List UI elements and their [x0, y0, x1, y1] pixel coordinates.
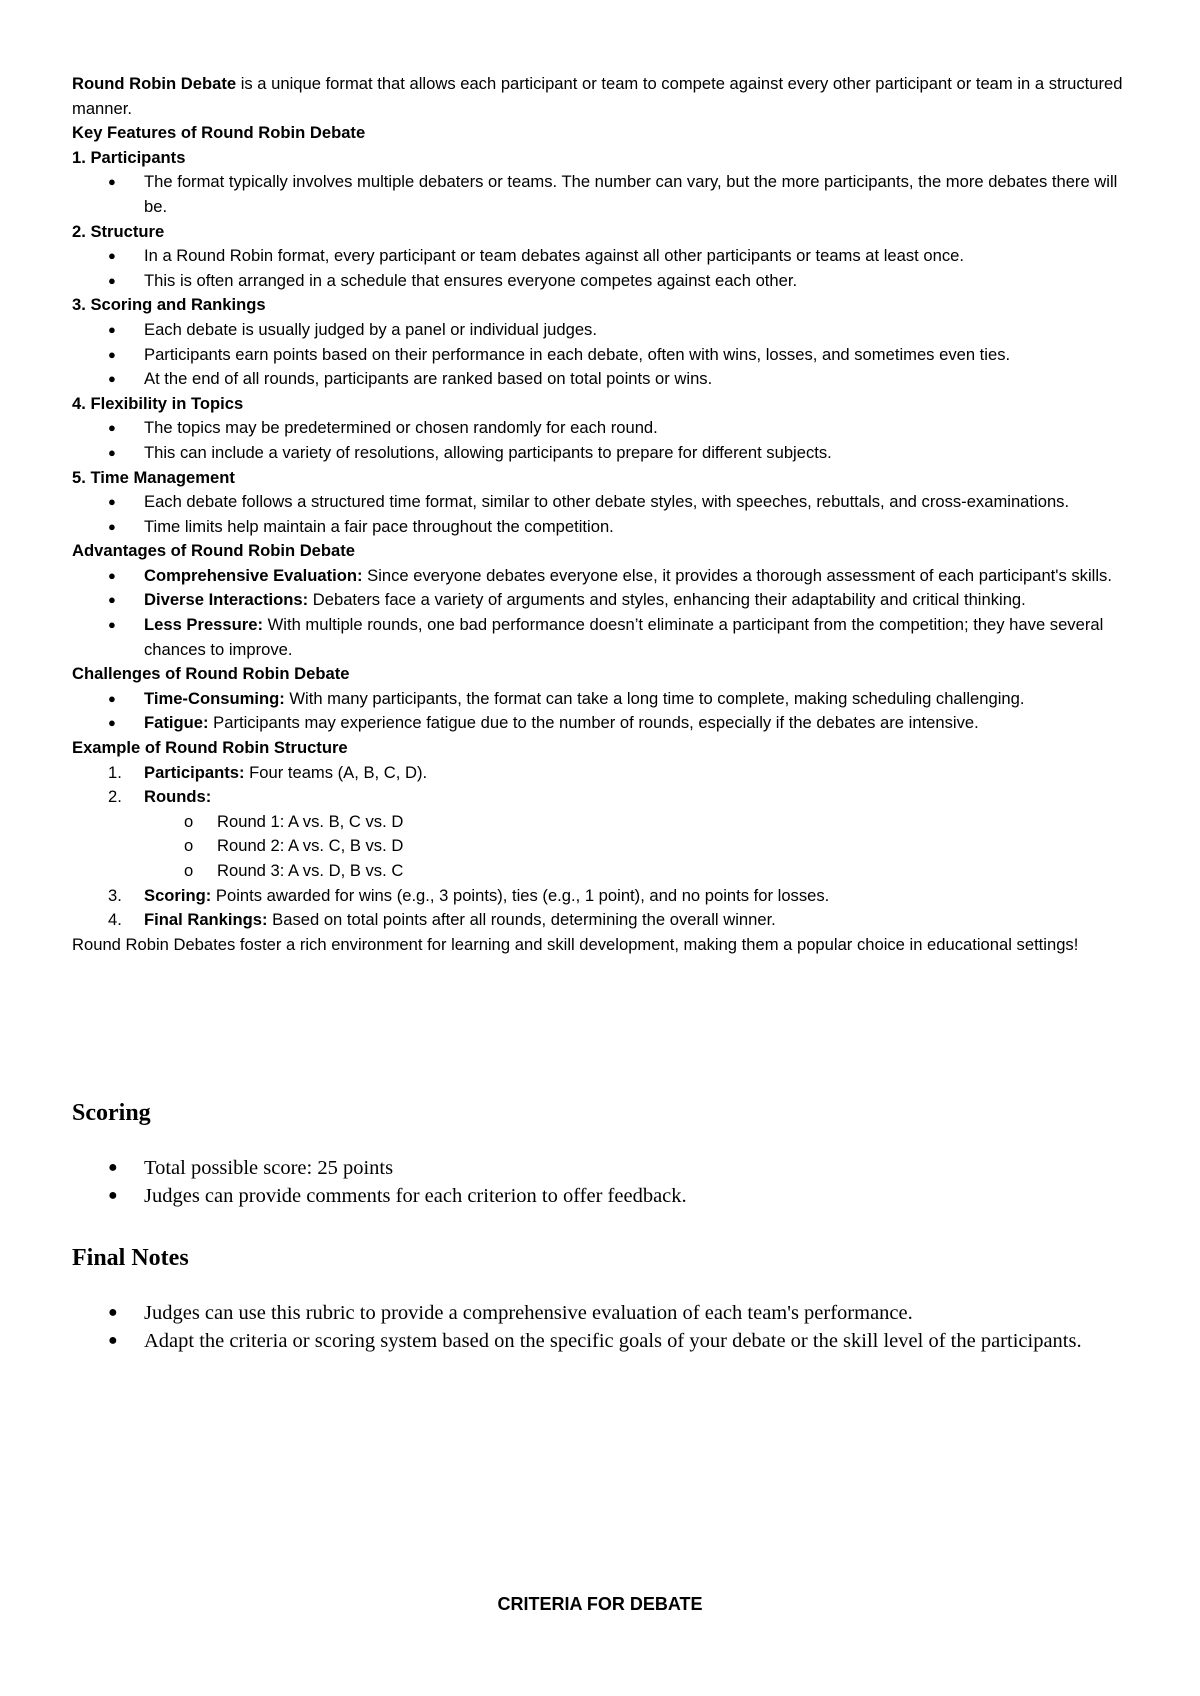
round-item — [72, 834, 1132, 859]
bullet-icon: ● — [108, 1304, 118, 1321]
list-item — [72, 416, 1132, 441]
bullet-text: The topics may be predetermined or chosen randomly for each round. — [144, 418, 658, 438]
list-item — [72, 588, 1132, 613]
round-text: Round 3: A vs. D, B vs. C — [217, 861, 404, 880]
item-text: With many participants, the format can take a long time to complete, making scheduling challenging. — [284, 688, 1025, 708]
numbered-item — [72, 761, 1132, 786]
item-label: Comprehensive Evaluation: — [144, 565, 363, 585]
item-label: Time-Consuming: — [144, 688, 285, 708]
item-label: Participants: — [144, 762, 245, 782]
item-text: Points awarded for wins (e.g., 3 points), ties (e.g., 1 point), and no points for losses. — [211, 885, 830, 905]
item-text: Based on total points after all rounds, determining the overall winner. — [267, 910, 776, 930]
bullet-icon: ● — [108, 1332, 118, 1349]
list-item — [72, 367, 1132, 392]
advantages-heading: Advantages of Round Robin Debate — [72, 541, 356, 561]
footer-title: CRITERIA FOR DEBATE — [497, 1594, 703, 1614]
item-label: Scoring: — [144, 885, 212, 905]
intro-bold-term: Round Robin Debate — [72, 74, 237, 93]
document-body — [72, 72, 1132, 957]
final-notes-section — [72, 1243, 1152, 1355]
intro-text: is a unique format that allows each participant or team to compete against every other participant or team in a structured manner. — [72, 74, 1123, 118]
list-item — [72, 244, 1132, 269]
item-label: Final Rankings: — [144, 910, 268, 930]
list-item — [72, 515, 1132, 540]
bullet-icon: ● — [108, 617, 116, 633]
item-label: Fatigue: — [144, 713, 209, 733]
item-text: Four teams (A, B, C, D). — [244, 762, 428, 782]
item-number: 2. — [108, 787, 122, 807]
bullet-icon: ● — [108, 444, 116, 460]
bullet-text: Total possible score: 25 points — [144, 1157, 394, 1179]
intro-paragraph — [72, 72, 1132, 121]
section-title-time-management: 5. Time Management — [72, 467, 235, 487]
challenges-heading: Challenges of Round Robin Debate — [72, 664, 350, 684]
bullet-text: The format typically involves multiple debaters or teams. The number can vary, but the more participants, the more debates there will be. — [144, 172, 1118, 216]
scoring-heading: Scoring — [72, 1100, 151, 1126]
bullet-text: Time limits help maintain a fair pace throughout the competition. — [144, 516, 614, 536]
bullet-icon: ● — [108, 248, 116, 264]
list-item — [72, 711, 1132, 736]
section-title-flexibility: 4. Flexibility in Topics — [72, 393, 244, 413]
final-notes-heading: Final Notes — [72, 1245, 189, 1271]
bullet-icon: ● — [108, 420, 116, 436]
item-label: Rounds: — [144, 787, 212, 807]
bullet-text: Each debate is usually judged by a panel or individual judges. — [144, 319, 597, 339]
item-number: 3. — [108, 885, 122, 905]
section-title-participants: 1. Participants — [72, 147, 186, 167]
scoring-list — [72, 1154, 1152, 1210]
bullet-text: This can include a variety of resolutions, allowing participants to prepare for different subjects. — [144, 442, 832, 462]
list-item — [72, 490, 1132, 515]
round-item — [72, 859, 1132, 884]
section-title-structure: 2. Structure — [72, 221, 165, 241]
list-item — [72, 441, 1132, 466]
bullet-text: Participants earn points based on their performance in each debate, often with wins, losses, and sometimes even ties. — [144, 344, 1011, 364]
list-item — [72, 1182, 1152, 1210]
bullet-icon: ● — [108, 690, 116, 706]
key-features-heading: Key Features of Round Robin Debate — [72, 123, 366, 143]
numbered-item — [72, 785, 1132, 810]
bullet-icon: ● — [108, 592, 116, 608]
list-item — [72, 613, 1132, 662]
list-item — [72, 343, 1132, 368]
bullet-text: Judges can use this rubric to provide a comprehensive evaluation of each team's performance. — [144, 1302, 913, 1324]
bullet-icon: ● — [108, 494, 116, 510]
circle-bullet-icon: o — [184, 811, 194, 831]
circle-bullet-icon: o — [184, 836, 194, 856]
item-text: Since everyone debates everyone else, it provides a thorough assessment of each participant's skills. — [362, 565, 1112, 585]
round-text: Round 2: A vs. C, B vs. D — [217, 836, 404, 856]
circle-bullet-icon: o — [184, 861, 194, 880]
scoring-section — [72, 1098, 1152, 1210]
numbered-item — [72, 884, 1132, 909]
bullet-icon: ● — [108, 715, 116, 731]
numbered-item — [72, 908, 1132, 933]
bullet-text: This is often arranged in a schedule that ensures everyone competes against each other. — [144, 270, 798, 290]
list-item — [72, 318, 1132, 343]
example-heading: Example of Round Robin Structure — [72, 738, 348, 758]
bullet-icon: ● — [108, 1187, 118, 1204]
item-text: Debaters face a variety of arguments and styles, enhancing their adaptability and critical thinking. — [308, 590, 1026, 610]
bullet-icon: ● — [108, 371, 116, 387]
list-item — [72, 687, 1132, 712]
bullet-text: Each debate follows a structured time format, similar to other debate styles, with speeches, rebuttals, and cross-examinations. — [144, 492, 1070, 512]
bullet-icon: ● — [108, 518, 116, 534]
item-label: Less Pressure: — [144, 615, 263, 635]
bullet-icon: ● — [108, 346, 116, 362]
bullet-icon: ● — [108, 174, 116, 190]
bullet-text: Adapt the criteria or scoring system based on the specific goals of your debate or the skill level of the participants. — [144, 1330, 1082, 1352]
item-number: 1. — [108, 762, 122, 782]
bullet-text: At the end of all rounds, participants are ranked based on total points or wins. — [144, 369, 713, 389]
item-number: 4. — [108, 910, 122, 930]
closing-paragraph: Round Robin Debates foster a rich environment for learning and skill development, making them a popular choice in educational settings! — [72, 934, 1079, 954]
bullet-icon: ● — [108, 272, 116, 288]
list-item — [72, 1154, 1152, 1182]
bullet-text: Judges can provide comments for each criterion to offer feedback. — [144, 1185, 687, 1207]
bullet-icon: ● — [108, 567, 116, 583]
bullet-icon: ● — [108, 321, 116, 337]
list-item — [72, 1327, 1152, 1355]
item-text: With multiple rounds, one bad performance doesn’t eliminate a participant from the competition; they have several chances to improve. — [144, 615, 1104, 659]
item-text: Participants may experience fatigue due to the number of rounds, especially if the debates are intensive. — [208, 713, 979, 733]
section-title-scoring-rankings: 3. Scoring and Rankings — [72, 295, 266, 315]
list-item — [72, 269, 1132, 294]
item-label: Diverse Interactions: — [144, 590, 309, 610]
list-item — [72, 1299, 1152, 1327]
bullet-text: In a Round Robin format, every participant or team debates against all other participants or teams at least once. — [144, 246, 964, 266]
final-notes-list — [72, 1299, 1152, 1355]
list-item — [72, 564, 1132, 589]
list-item — [72, 170, 1132, 219]
round-text: Round 1: A vs. B, C vs. D — [217, 811, 404, 831]
round-item — [72, 810, 1132, 835]
bullet-icon: ● — [108, 1159, 118, 1176]
